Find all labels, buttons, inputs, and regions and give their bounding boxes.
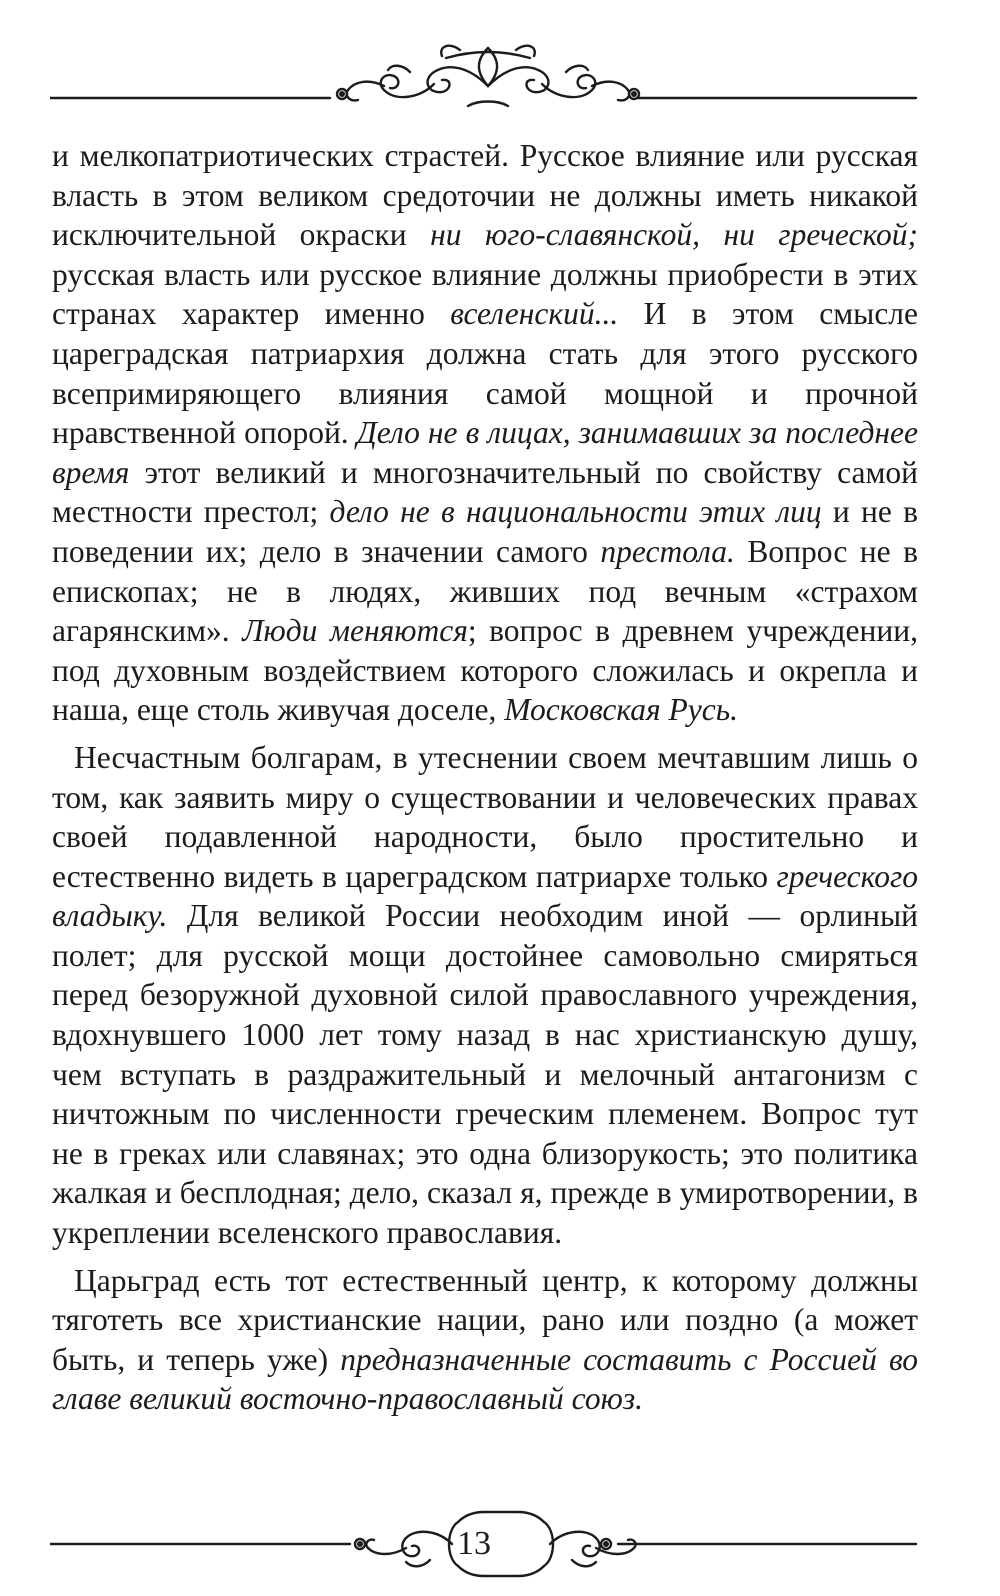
text-segment: вселенский... [450, 296, 619, 332]
text-segment: этот великий и многозначительный по свойству самой местности престол; [52, 454, 918, 530]
text-segment: Несчастным болгарам, в утеснении своем мечтавшим лишь о том, как заявить миру о существовании и человеческих правах своей подавленной народности, было простительно и естественно видеть в цареградском патриархе только [52, 739, 918, 894]
paragraph [52, 738, 918, 1253]
scroll-ornament-icon [50, 28, 930, 118]
paragraph [52, 136, 918, 730]
header-ornament [50, 28, 930, 118]
text-segment: и мелкопатриотических страстей. Русское влияние или русская власть в этом великом средоточии не должны иметь никакой исключительной окраски [52, 138, 918, 253]
text-segment: Царьград есть тот естественный центр, к которому должны тяготеть все христианские нации, рано или поздно (а может быть, и теперь уже) [52, 1262, 918, 1377]
text-segment: Люди меняются [242, 613, 468, 649]
text-segment: Для великой России необходим иной — орлиный полет; для русской мощи достойнее самовольно смиряться перед безоружной духовной силой православного учреждения, вдохнувшего 1000 лет тому назад в нас христианскую душу, чем вступать в раздражительный и мелочный антагонизм с ничтожным по численности греческим племенем. Вопрос тут не в греках или славянах; это одна близорукость; это политика жалкая и бесплодная; дело, сказал я, прежде в умиротворении, в укреплении вселенского православия. [52, 898, 918, 1251]
text-segment: дело не в национальности этих лиц [329, 494, 822, 530]
text-segment: греческого владыку. [52, 858, 918, 934]
text-segment: и не в поведении их; дело в значении самого [52, 494, 918, 569]
main-text [52, 136, 918, 1419]
text-segment: ; вопрос в древнем учреждении, под духовным воздействием которого сложилась и окрепла и наша, еще столь живучая доселе, [52, 613, 918, 728]
text-segment: престола. [600, 533, 735, 569]
text-segment: И в этом смысле цареградская патриархия должна стать для этого русского всепримиряющего влияния самой мощной и прочной нравственной опорой. [52, 296, 919, 451]
text-segment: предназначенные составить с Россией во главе великий восточно-православный союз. [52, 1341, 918, 1417]
text-segment: Московская Русь. [504, 692, 738, 728]
text-segment: ни юго-славянской, ни греческой; [430, 217, 919, 253]
text-segment: русская власть или русское влияние должны приобрести в этих странах характер именно [52, 256, 918, 332]
text-segment: Вопрос не в епископах; не в людях, живших под вечным «страхом агарянским». [52, 533, 918, 649]
paragraph [52, 1261, 918, 1419]
text-segment: Дело не в лицах, занимавших за последнее время [52, 415, 918, 490]
page-number: 13 [457, 1525, 491, 1562]
